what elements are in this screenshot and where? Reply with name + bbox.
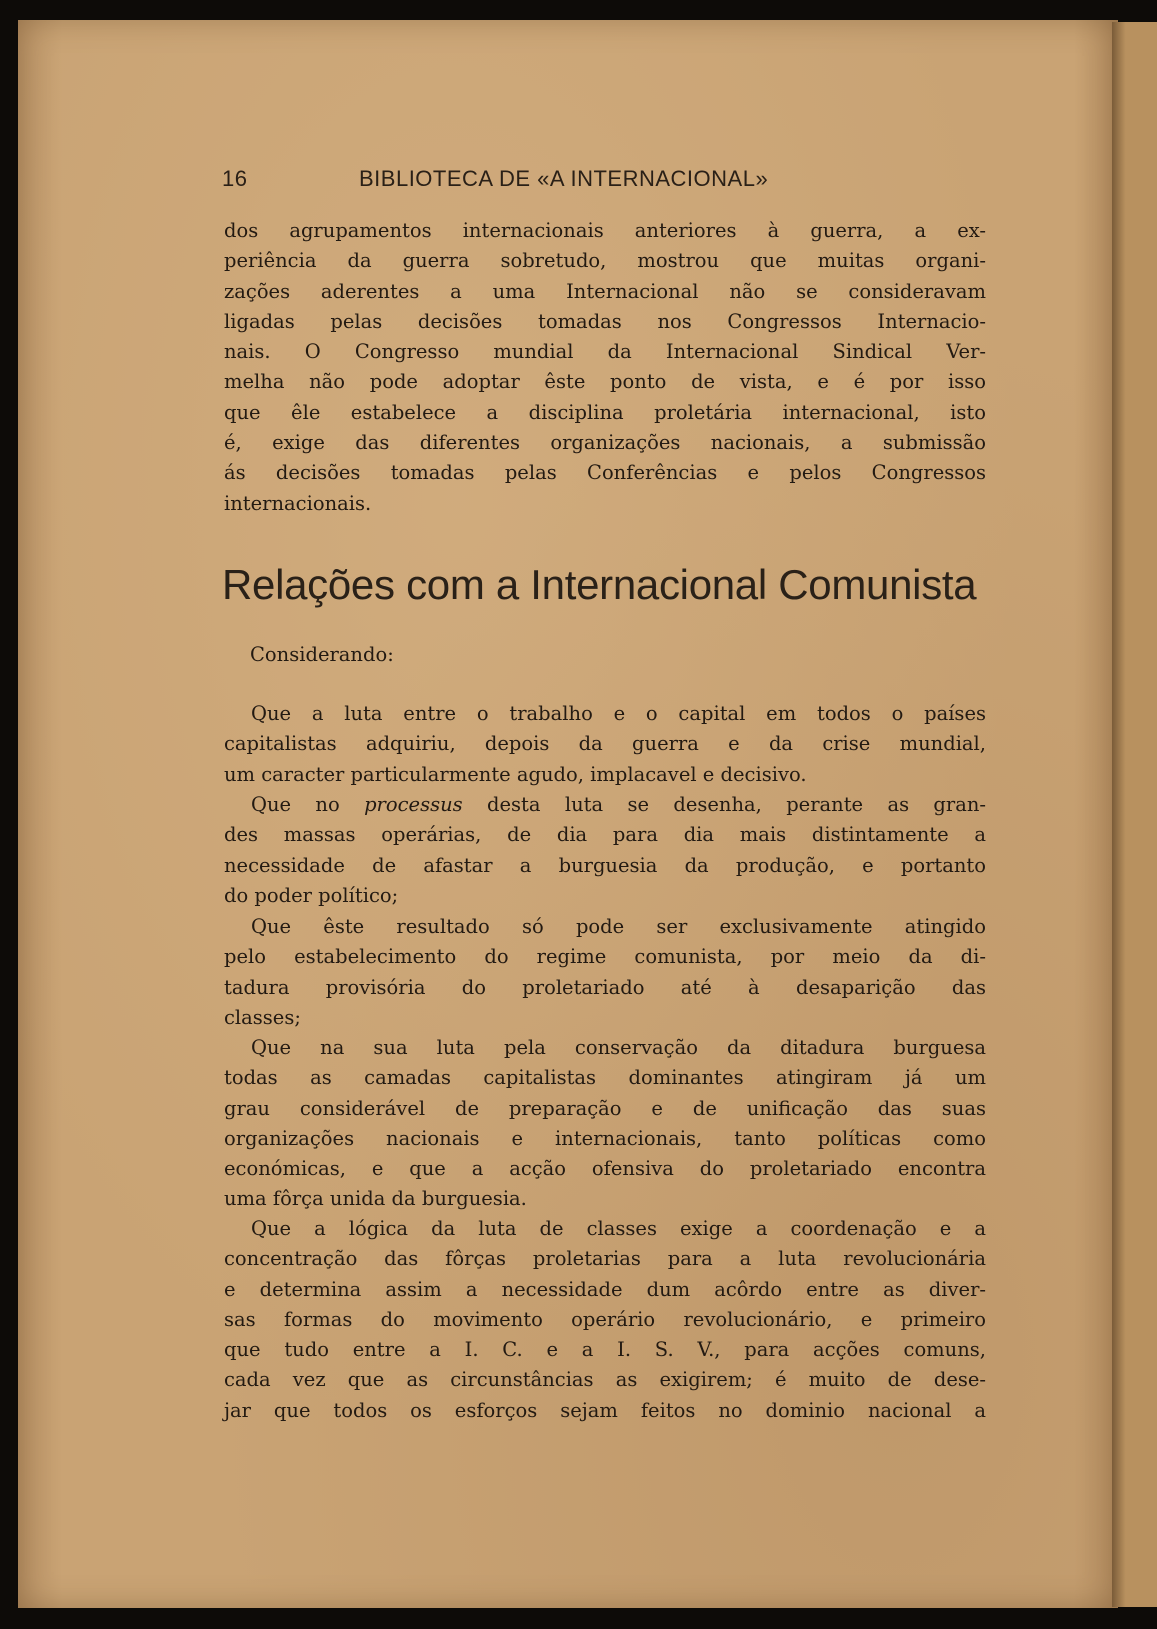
text-line bbox=[224, 790, 986, 820]
paragraph-2 bbox=[224, 790, 986, 911]
running-header bbox=[222, 166, 872, 192]
paragraph-1 bbox=[224, 699, 986, 790]
text-line: zações aderentes a uma Internacional não se consideravam bbox=[224, 279, 986, 303]
paragraph-3 bbox=[224, 912, 986, 1033]
italic-term: processus bbox=[364, 793, 463, 816]
text-line: nais. O Congresso mundial da Internacional Sindical Ver- bbox=[224, 340, 986, 364]
text-line: organizações nacionais e internacionais, tanto políticas como bbox=[224, 1126, 986, 1150]
text-line: que tudo entre a I. C. e a I. S. V., para acções comuns, bbox=[224, 1338, 986, 1362]
text-line: económicas, e que a acção ofensiva do proletariado encontra bbox=[224, 1157, 986, 1181]
text-line: do poder político; bbox=[224, 883, 399, 907]
running-title: BIBLIOTECA DE «A INTERNACIONAL» bbox=[359, 166, 769, 191]
text-line: tadura provisória do proletariado até à desaparição das bbox=[224, 975, 986, 999]
text-line: classes; bbox=[224, 1005, 301, 1029]
text-line: é, exige das diferentes organizações nacionais, a submissão bbox=[224, 431, 986, 455]
text-line: internacionais. bbox=[224, 491, 372, 515]
text-line: necessidade de afastar a burguesia da produção, e portanto bbox=[224, 853, 986, 877]
text-line: pelo estabelecimento do regime comunista, por meio da di- bbox=[224, 945, 986, 969]
text-line: sas formas do movimento operário revolucionário, e primeiro bbox=[224, 1307, 986, 1331]
text-line: Que a luta entre o trabalho e o capital em todos o países bbox=[251, 702, 986, 725]
text-line: periência da guerra sobretudo, mostrou que muitas organi- bbox=[224, 249, 986, 273]
text-run: Que no bbox=[251, 793, 365, 816]
text-line: dos agrupamentos internacionais anteriores à guerra, a ex- bbox=[224, 219, 986, 242]
text-line: um caracter particularmente agudo, implacavel e decisivo. bbox=[224, 762, 807, 786]
adjacent-page-edge bbox=[1112, 22, 1157, 1607]
text-line: ligadas pelas decisões tomadas nos Congressos Internacio- bbox=[224, 309, 986, 333]
text-line: que êle estabelece a disciplina proletária internacional, isto bbox=[224, 400, 986, 424]
paragraph-4 bbox=[224, 1033, 986, 1215]
text-line: concentração das fôrças proletarias para a luta revolucionária bbox=[224, 1247, 986, 1271]
considering-label: Considerando: bbox=[250, 643, 394, 666]
text-line: Que na sua luta pela conservação da ditadura burguesa bbox=[251, 1036, 986, 1059]
text-line: capitalistas adquiriu, depois da guerra e da crise mundial, bbox=[224, 732, 986, 756]
text-line: des massas operárias, de dia para dia mais distintamente a bbox=[224, 823, 986, 847]
text-line: melha não pode adoptar êste ponto de vista, e é por isso bbox=[224, 370, 986, 394]
text-line: jar que todos os esforços sejam feitos no dominio nacional a bbox=[224, 1398, 986, 1422]
text-line: uma fôrça unida da burguesia. bbox=[224, 1187, 527, 1211]
text-line: Que êste resultado só pode ser exclusivamente atingido bbox=[251, 915, 986, 938]
text-line: e determina assim a necessidade dum acôrdo entre as diver- bbox=[224, 1277, 986, 1301]
paragraph-5 bbox=[224, 1214, 986, 1426]
text-run: desta luta se desenha, perante as gran- bbox=[462, 793, 986, 816]
text-line: ás decisões tomadas pelas Conferências e pelos Congressos bbox=[224, 461, 986, 485]
section-heading: Relações com a Internacional Comunista bbox=[222, 561, 977, 608]
text-line: todas as camadas capitalistas dominantes atingiram já um bbox=[224, 1066, 986, 1090]
intro-paragraph bbox=[224, 216, 986, 519]
text-line: grau considerável de preparação e de unificação das suas bbox=[224, 1096, 986, 1120]
page-number: 16 bbox=[222, 166, 248, 191]
text-line: Que a lógica da luta de classes exige a coordenação e a bbox=[251, 1217, 986, 1240]
text-line: cada vez que as circunstâncias as exigirem; é muito de dese- bbox=[224, 1368, 986, 1392]
